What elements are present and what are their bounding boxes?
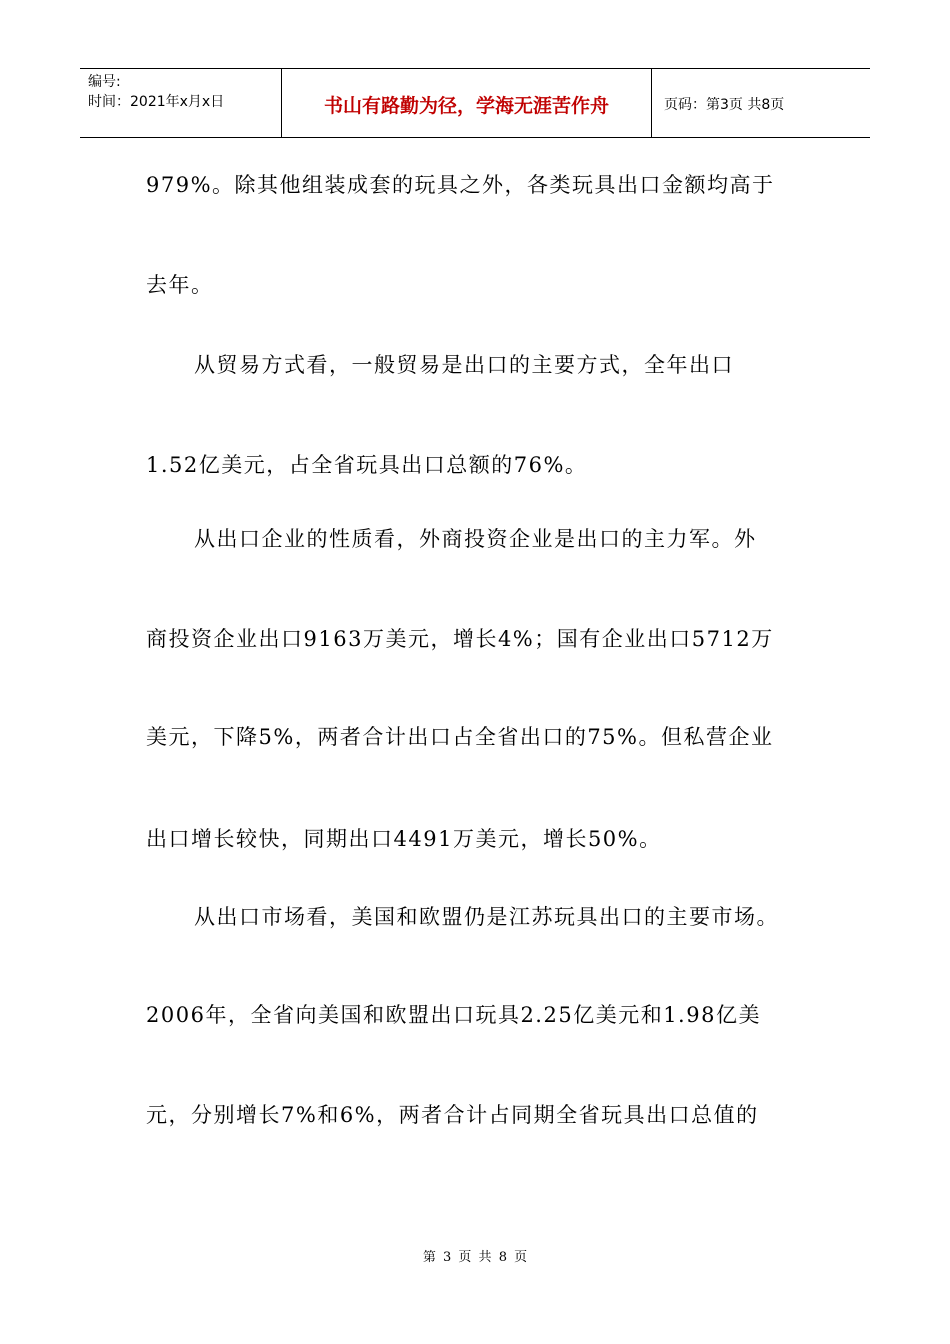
- body-line-1: 979%。除其他组装成套的玩具之外，各类玩具出口金额均高于: [146, 173, 775, 197]
- header-page-info: 页码：第3页 共8页: [664, 97, 785, 113]
- body-line-7: 美元，下降5%，两者合计出口占全省出口的75%。但私营企业: [146, 725, 774, 749]
- header-motto-cell: [282, 69, 652, 137]
- body-line-5: 从出口企业的性质看，外商投资企业是出口的主力军。外: [194, 527, 757, 551]
- body-line-3: 从贸易方式看，一般贸易是出口的主要方式，全年出口: [194, 353, 734, 377]
- body-line-9: 从出口市场看，美国和欧盟仍是江苏玩具出口的主要市场。: [194, 905, 779, 929]
- body-line-10: 2006年，全省向美国和欧盟出口玩具2.25亿美元和1.98亿美: [146, 1003, 761, 1027]
- header-page-cell: [652, 69, 870, 137]
- page-header: [80, 68, 870, 138]
- document-date: 时间：2021年x月x日: [88, 94, 225, 110]
- body-line-2: 去年。: [146, 273, 214, 297]
- body-line-8: 出口增长较快，同期出口4491万美元，增长50%。: [146, 827, 662, 851]
- header-meta-cell: [80, 69, 282, 137]
- body-line-11: 元，分别增长7%和6%，两者合计占同期全省玩具出口总值的: [146, 1103, 759, 1127]
- document-number-label: 编号:: [88, 74, 121, 90]
- header-motto: 书山有路勤为径，学海无涯苦作舟: [323, 95, 609, 117]
- body-line-6: 商投资企业出口9163万美元，增长4%；国有企业出口5712万: [146, 627, 774, 651]
- page-footer: 第 3 页 共 8 页: [422, 1250, 528, 1265]
- body-line-4: 1.52亿美元，占全省玩具出口总额的76%。: [146, 453, 588, 477]
